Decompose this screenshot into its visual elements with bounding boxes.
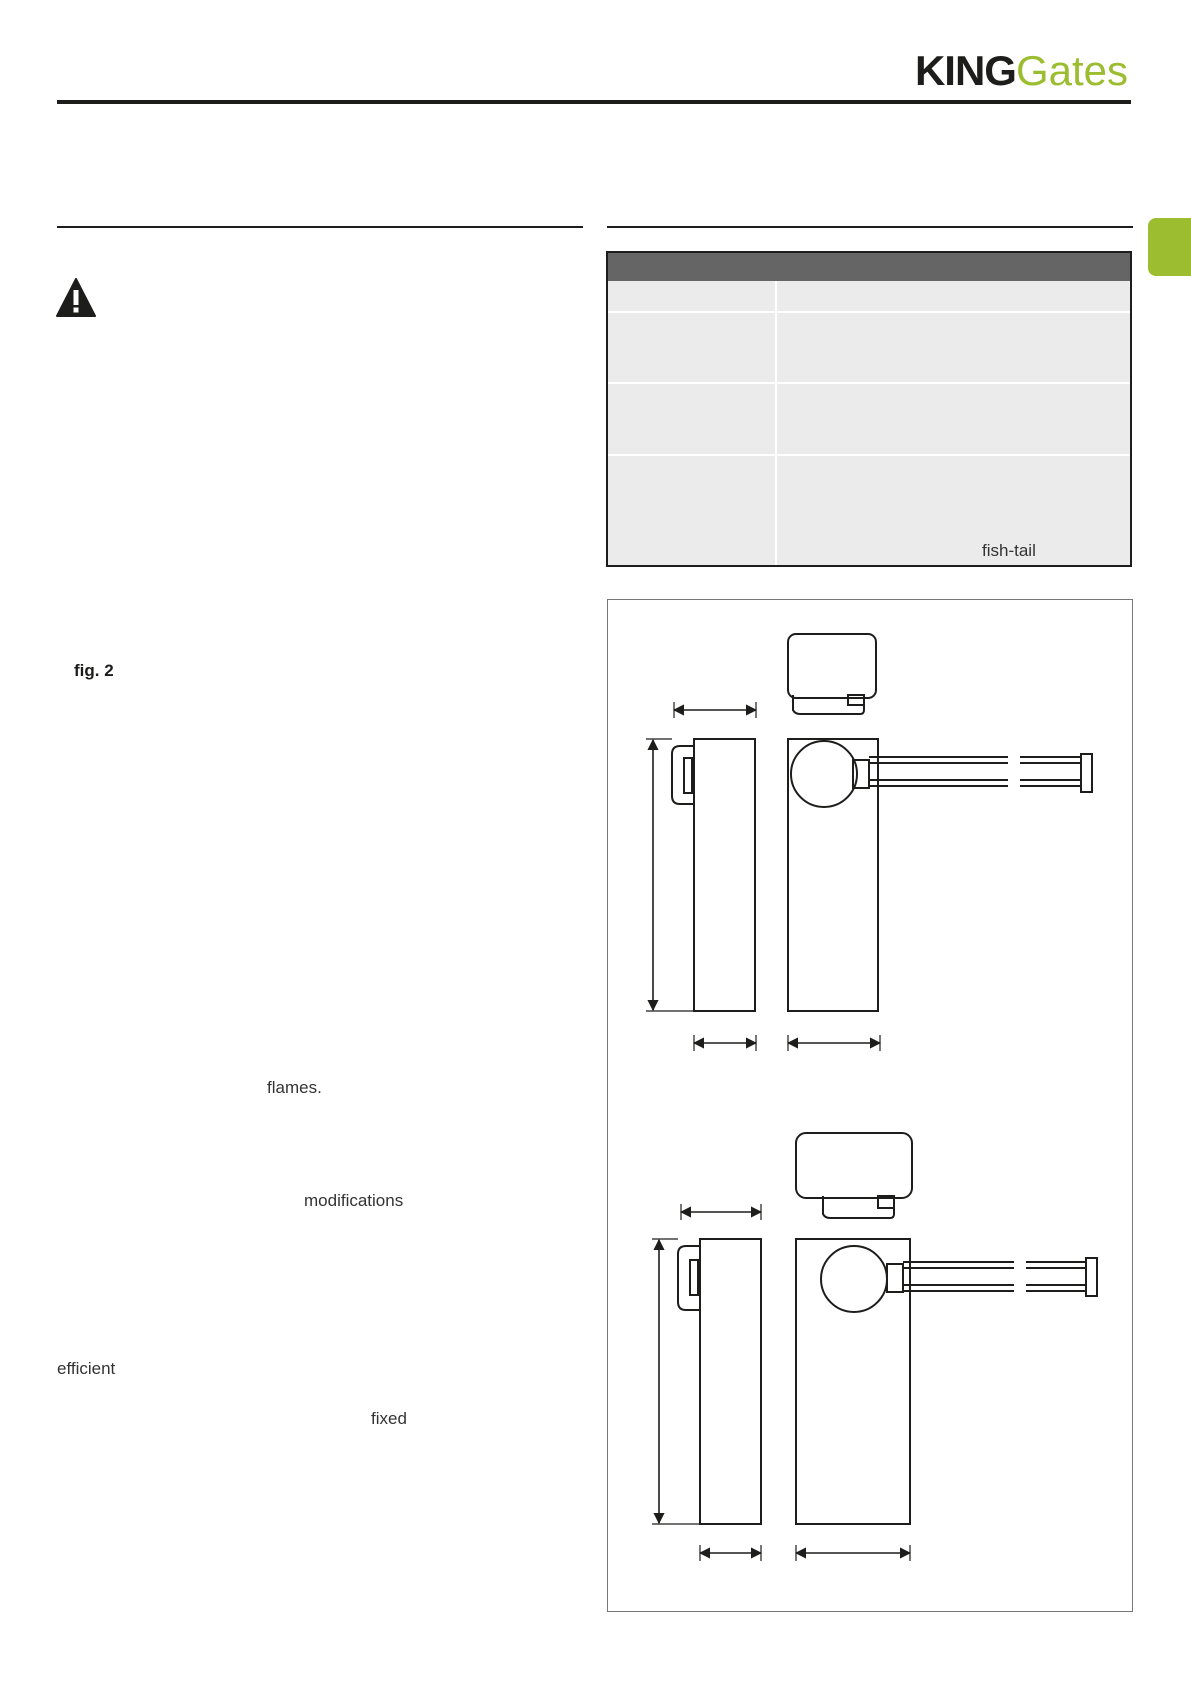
table-header-bar	[608, 253, 1130, 281]
lower-side-cabinet	[700, 1239, 761, 1524]
brand-logo-gates: Gates	[1015, 47, 1128, 94]
figure-reference: fig. 2	[74, 661, 114, 680]
text-fragment-efficient: efficient	[57, 1359, 116, 1378]
table-row-divider	[608, 311, 1130, 313]
upper-cover-outline	[788, 634, 876, 698]
lower-cover-outline	[796, 1133, 912, 1198]
lower-front-cabinet	[796, 1239, 910, 1524]
barrier-dimensions-figure	[607, 599, 1133, 1612]
brand-logo	[914, 47, 1128, 94]
upper-boom-end	[1081, 754, 1092, 792]
upper-boom-hub	[791, 741, 857, 807]
table-cell-fish-tail: fish-tail	[982, 541, 1036, 560]
upper-side-cabinet	[694, 739, 755, 1011]
text-fragment-fixed: fixed	[371, 1409, 407, 1428]
lower-boom-hub	[821, 1246, 887, 1312]
left-column-rule	[57, 226, 583, 228]
upper-front-cabinet	[788, 739, 878, 1011]
header-rule	[57, 100, 1131, 104]
technical-specs-table	[606, 251, 1132, 567]
right-column-rule	[607, 226, 1133, 228]
table-column-divider	[775, 281, 777, 565]
lower-boom-end	[1086, 1258, 1097, 1296]
table-row-divider	[608, 382, 1130, 384]
table-row-divider	[608, 454, 1130, 456]
brand-logo-king: KING	[914, 47, 1016, 94]
text-fragment-flames: flames.	[267, 1078, 322, 1097]
barrier-dimensions-drawing	[608, 600, 1134, 1613]
language-tab[interactable]	[1148, 218, 1191, 276]
warning-triangle-icon	[56, 278, 96, 318]
text-fragment-modifications: modifications	[304, 1191, 404, 1210]
